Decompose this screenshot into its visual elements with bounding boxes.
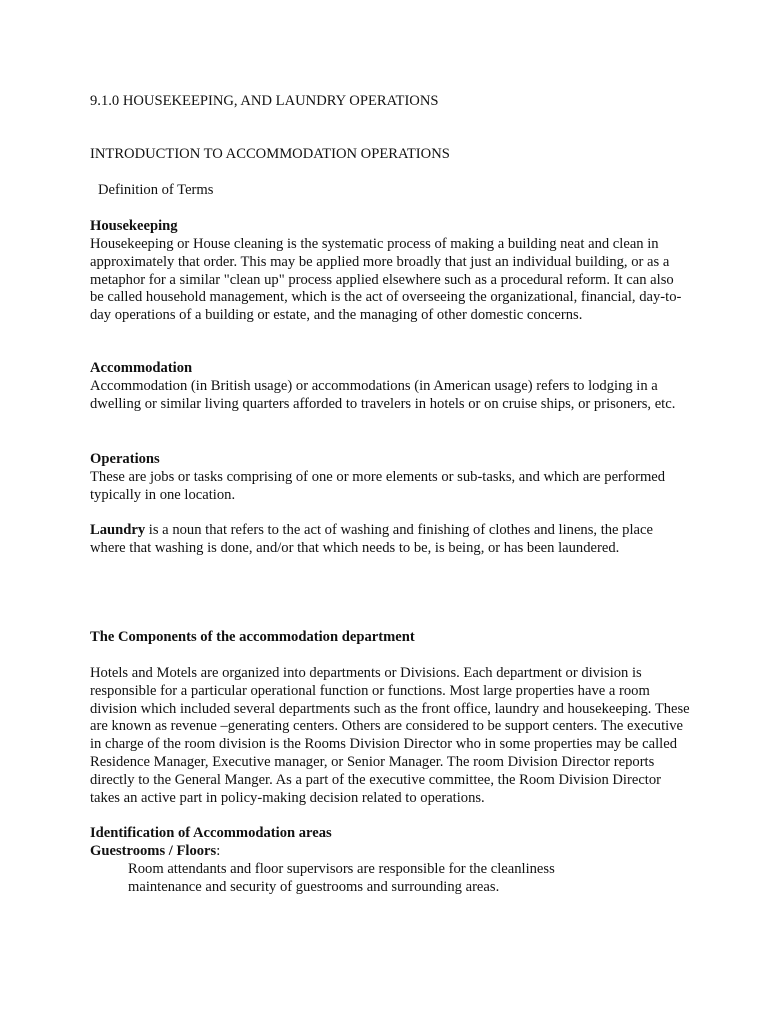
laundry-title: Laundry (90, 522, 146, 538)
operations-definition: These are jobs or tasks comprising of one or more elements or sub-tasks, and which are performed typically in one location. (90, 469, 666, 503)
housekeeping-title: Housekeeping (90, 218, 178, 234)
definition-of-terms-label: Definition of Terms (98, 182, 214, 198)
section-heading: 9.1.0 HOUSEKEEPING, AND LAUNDRY OPERATIONS (90, 93, 439, 109)
areas-heading: Identification of Accommodation areas (90, 825, 332, 841)
housekeeping-definition: Housekeeping or House cleaning is the systematic process of making a building neat and clean in approximately that order. This may be applied more broadly that just an individual building, or as a metaphor for a similar "clean up" process applied elsewhere such as a procedural reform. It can also be called household management, which is the act of overseeing the organizational, financial, day-to-day operations of a building or estate, and the managing of other domestic concerns. (90, 236, 682, 324)
guestrooms-body: Room attendants and floor supervisors are responsible for the cleanliness maintenance and security of guestrooms and surrounding areas. (128, 861, 555, 895)
components-heading: The Components of the accommodation department (90, 629, 415, 645)
laundry-definition-body: is a noun that refers to the act of washing and finishing of clothes and linens, the place where that washing is done, and/or that which needs to be, is being, or has been laundered. (90, 522, 653, 556)
guestrooms-colon: : (216, 843, 221, 859)
laundry-definition (90, 522, 690, 558)
operations-title: Operations (90, 451, 160, 467)
accommodation-definition: Accommodation (in British usage) or accommodations (in American usage) refers to lodging in a dwelling or similar living quarters afforded to travelers in hotels or on cruise ships, or prisoners, etc. (90, 378, 676, 412)
accommodation-title: Accommodation (90, 360, 193, 376)
guestrooms-heading-line (90, 843, 690, 861)
components-body: Hotels and Motels are organized into departments or Divisions. Each department or division is responsible for a particular operational function or functions. Most large properties have a room division which included several departments such as the front office, laundry and housekeeping. These are known as revenue –generating centers. Others are considered to be support centers. The executive in charge of the room division is the Rooms Division Director who in some properties may be called Residence Manager, Executive manager, or Senior Manager. The room Division Director reports directly to the General Manger. As a part of the executive committee, the Room Division Director takes an active part in policy-making decision related to operations. (90, 665, 690, 806)
intro-heading: INTRODUCTION TO ACCOMMODATION OPERATIONS (90, 146, 450, 162)
guestrooms-label: Guestrooms / Floors (90, 843, 217, 859)
